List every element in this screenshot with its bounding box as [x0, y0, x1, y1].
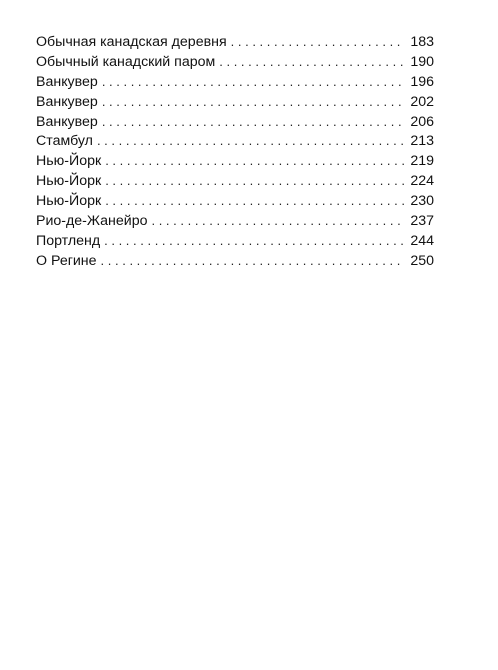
toc-entry — [36, 191, 434, 211]
toc-entry-page: 196 — [410, 73, 434, 90]
toc-entry-page: 190 — [410, 53, 434, 70]
toc-entry — [36, 32, 434, 52]
toc-entry-page: 230 — [410, 193, 434, 210]
toc-entry-title: О Регине — [36, 252, 97, 269]
toc-dot-leader — [102, 112, 404, 132]
toc-entry-page: 183 — [410, 34, 434, 50]
toc-entry-page: 237 — [410, 213, 434, 230]
toc-entry-title: Ванкувер — [36, 73, 98, 90]
toc-entry — [36, 112, 434, 132]
toc-entry-title: Ванкувер — [36, 113, 98, 130]
toc-entry-title: Портленд — [36, 232, 101, 249]
toc-entry-title: Нью-Йорк — [36, 173, 102, 190]
toc-dot-leader — [105, 191, 404, 211]
toc-dot-leader — [151, 211, 404, 231]
toc-entry — [36, 92, 434, 112]
toc-entry-page: 202 — [410, 93, 434, 110]
toc-dot-leader — [102, 72, 404, 92]
toc-entry-title: Ванкувер — [36, 93, 98, 110]
toc-entry-page: 219 — [410, 153, 434, 170]
toc-entry-title: Обычная канадская деревня — [36, 34, 227, 50]
toc-entry-title: Обычный канадский паром — [36, 53, 216, 70]
toc-entry-title: Нью-Йорк — [36, 153, 102, 170]
toc-entry-title: Нью-Йорк — [36, 193, 102, 210]
toc-entry-page: 224 — [410, 173, 434, 190]
toc-entry-page: 213 — [410, 133, 434, 150]
toc-dot-leader — [104, 231, 404, 251]
toc-entry — [36, 72, 434, 92]
toc-entry — [36, 131, 434, 151]
toc-entry — [36, 151, 434, 171]
toc-dot-leader — [102, 92, 404, 112]
toc-dot-leader — [101, 251, 404, 271]
toc-dot-leader — [97, 131, 404, 151]
toc-entry-page: 244 — [410, 232, 434, 249]
toc-dot-leader — [105, 151, 404, 171]
toc-entry — [36, 211, 434, 231]
toc-dot-leader — [219, 52, 404, 72]
toc-dot-leader — [105, 171, 404, 191]
table-of-contents — [36, 32, 434, 271]
toc-entry — [36, 52, 434, 72]
toc-entry — [36, 231, 434, 251]
toc-entry-title: Рио-де-Жанейро — [36, 213, 148, 230]
toc-entry-page: 250 — [410, 252, 434, 269]
toc-entry — [36, 171, 434, 191]
toc-entry-page: 206 — [410, 113, 434, 130]
toc-dot-leader — [231, 32, 404, 52]
toc-entry-title: Стамбул — [36, 133, 93, 150]
toc-entry — [36, 251, 434, 271]
